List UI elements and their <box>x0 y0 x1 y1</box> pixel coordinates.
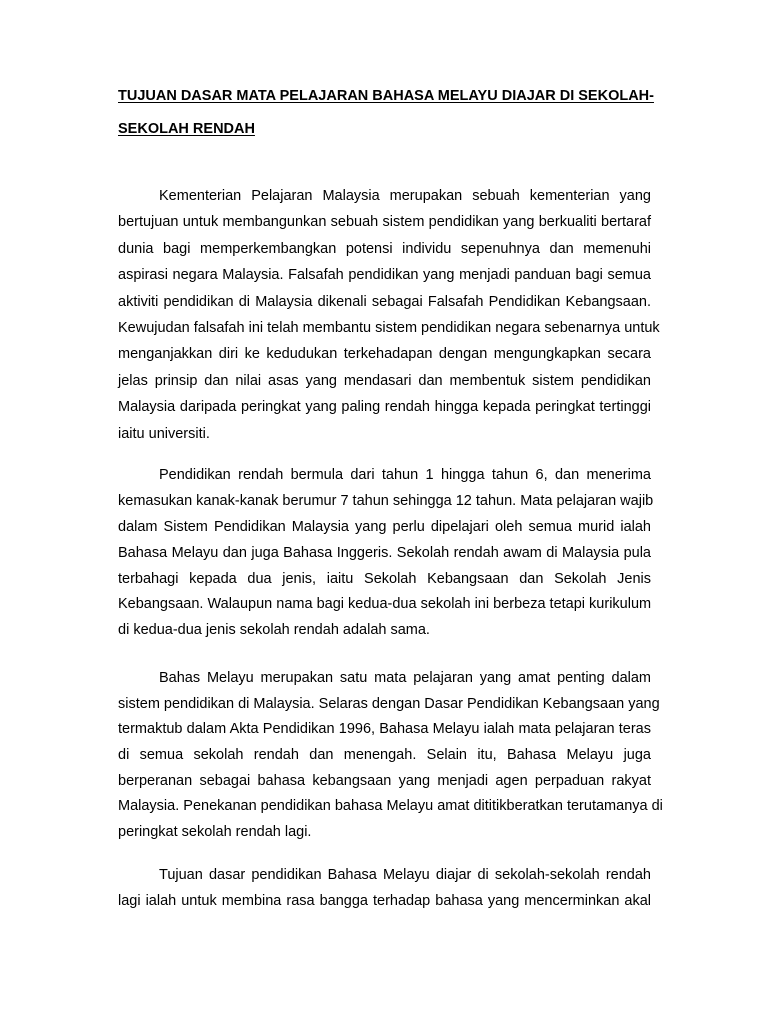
paragraph-line: Malaysia. Penekanan pendidikan bahasa Melayu amat dititikberatkan terutamanya di <box>118 798 663 815</box>
paragraph-line: Kementerian Pelajaran Malaysia merupakan sebuah kementerian yang <box>159 188 651 204</box>
paragraph-line: di semua sekolah rendah dan menengah. Selain itu, Bahasa Melayu juga <box>118 747 651 764</box>
document-title-line-2: SEKOLAH RENDAH <box>118 121 255 137</box>
paragraph-3 <box>118 669 663 849</box>
paragraph-line: termaktub dalam Akta Pendidikan 1996, Bahasa Melayu ialah mata pelajaran teras <box>118 721 651 738</box>
paragraph-line: iaitu universiti. <box>118 425 210 442</box>
paragraph-line: dalam Sistem Pendidikan Malaysia yang perlu dipelajari oleh semua murid ialah <box>118 518 651 535</box>
paragraph-line: sistem pendidikan di Malaysia. Selaras dengan Dasar Pendidikan Kebangsaan yang <box>118 695 660 712</box>
paragraph-line: aspirasi negara Malaysia. Falsafah pendidikan yang menjadi panduan bagi semua <box>118 267 651 284</box>
paragraph-line: kemasukan kanak-kanak berumur 7 tahun sehingga 12 tahun. Mata pelajaran wajib <box>118 492 654 509</box>
paragraph-line: bertujuan untuk membangunkan sebuah sistem pendidikan yang berkualiti bertaraf <box>118 214 651 231</box>
paragraph-line: Tujuan dasar pendidikan Bahasa Melayu diajar di sekolah-sekolah rendah <box>159 867 651 883</box>
paragraph-line: berperanan sebagai bahasa kebangsaan yang menjadi agen perpaduan rakyat <box>118 772 651 789</box>
paragraph-line: di kedua-dua jenis sekolah rendah adalah sama. <box>118 622 430 639</box>
paragraph-line: Bahas Melayu merupakan satu mata pelajaran yang amat penting dalam <box>159 670 651 686</box>
paragraph-line: Kewujudan falsafah ini telah membantu sistem pendidikan negara sebenarnya untuk <box>118 319 660 336</box>
paragraph-line: menganjakkan diri ke kedudukan terkehadapan dengan mengungkapkan secara <box>118 346 651 363</box>
paragraph-line: Kebangsaan. Walaupun nama bagi kedua-dua sekolah ini berbeza tetapi kurikulum <box>118 596 652 613</box>
paragraph-line: dunia bagi memperkembangkan potensi individu sepenuhnya dan memenuhi <box>118 240 651 257</box>
paragraph-line: Bahasa Melayu dan juga Bahasa Inggeris. Sekolah rendah awam di Malaysia pula <box>118 544 651 561</box>
paragraph-line: peringkat sekolah rendah lagi. <box>118 824 312 841</box>
paragraph-line: terbahagi kepada dua jenis, iaitu Sekolah Kebangsaan dan Sekolah Jenis <box>118 570 651 587</box>
paragraph-line: jelas prinsip dan nilai asas yang mendasari dan membentuk sistem pendidikan <box>118 372 651 389</box>
paragraph-line: aktiviti pendidikan di Malaysia dikenali sebagai Falsafah Pendidikan Kebangsaan. <box>118 293 651 310</box>
paragraph-2 <box>118 466 654 647</box>
paragraph-4 <box>118 866 651 918</box>
document-title-line-1: TUJUAN DASAR MATA PELAJARAN BAHASA MELAYU DIAJAR DI SEKOLAH- <box>118 88 654 104</box>
paragraph-line: Pendidikan rendah bermula dari tahun 1 hingga tahun 6, dan menerima <box>159 467 651 483</box>
paragraph-line: Malaysia daripada peringkat yang paling rendah hingga kepada peringkat tertinggi <box>118 399 651 416</box>
paragraph-1 <box>118 187 660 451</box>
paragraph-line: lagi ialah untuk membina rasa bangga terhadap bahasa yang mencerminkan akal <box>118 893 651 909</box>
